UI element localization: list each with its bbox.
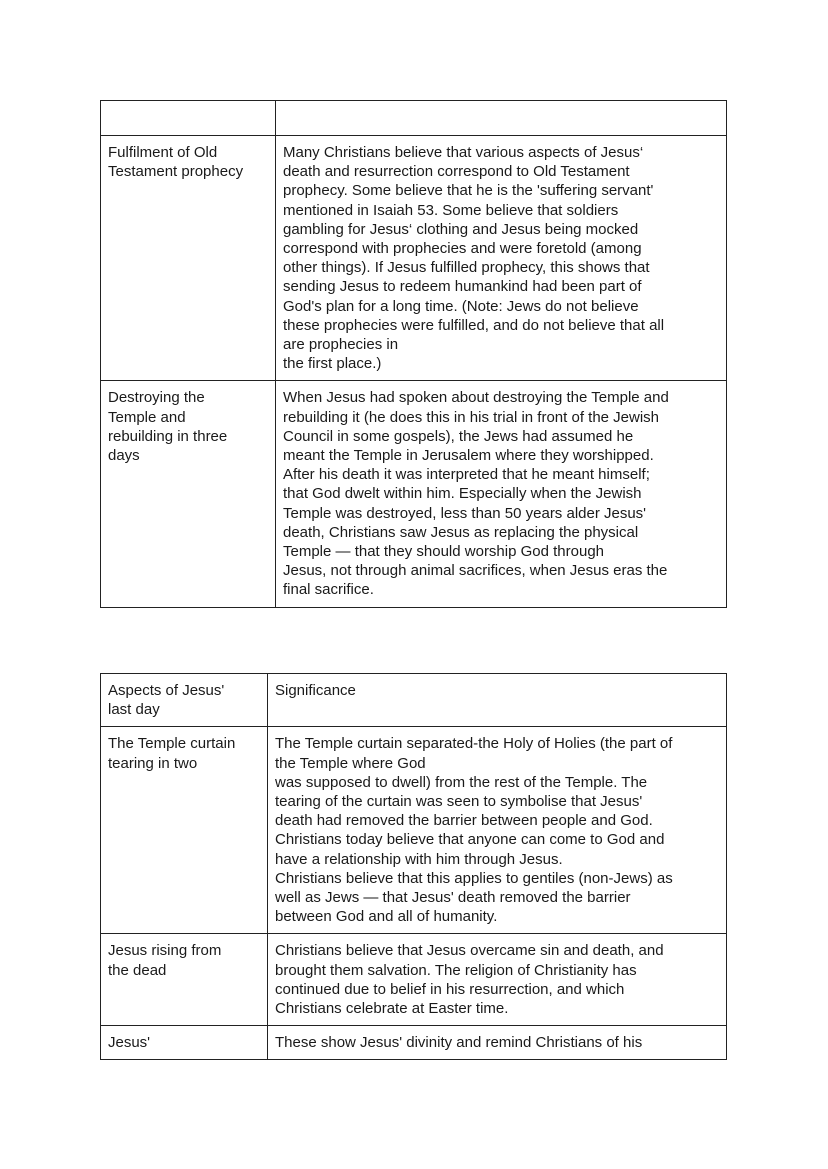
table-cell-description: When Jesus had spoken about destroying the Temple and rebuilding it (he does this in his trial in front of the Jewish Council in some gospels), the Jews had assumed he meant the Temple in Jerusalem where they worshipped. After his death it was interpreted that he meant himself; that God dwelt within him. Especially when the Jewish Temple was destroyed, less than 50 years alder Jesus' death, Christians saw Jesus as replacing the physical Temple — that they should worship God through Jesus, not through animal sacrifices, when Jesus eras the final sacrifice. [276,381,727,607]
column-header-significance: Significance [268,674,727,727]
table-cell-term: Destroying the Temple and rebuilding in three days [101,381,276,607]
table-cell-term: The Temple curtain tearing in two [101,727,268,934]
prophecy-table [100,100,727,608]
table-row [101,101,727,136]
table-row [101,934,727,1026]
table-cell-description: Many Christians believe that various aspects of Jesus‘ death and resurrection correspond to Old Testament prophecy. Some believe that he is the 'suffering servant' mentioned in Isaiah 53. Some believe that soldiers gambling for Jesus‘ clothing and Jesus being mocked correspond with prophecies and were foretold (among other things). If Jesus fulfilled prophecy, this shows that sending Jesus to redeem humankind had been part of God's plan for a long time. (Note: Jews do not believe these prophecies were fulfilled, and do not believe that all are prophecies in the first place.) [276,136,727,381]
table-cell-term [101,101,276,136]
table-row [101,1026,727,1060]
table-cell-term: Jesus rising from the dead [101,934,268,1026]
table-row [101,381,727,607]
table-row [101,136,727,381]
last-day-table [100,673,727,1060]
table-cell-term: Jesus' [101,1026,268,1060]
table-cell-description [276,101,727,136]
column-header-aspect: Aspects of Jesus' last day [101,674,268,727]
table-row [101,727,727,934]
table-header-row [101,674,727,727]
table-cell-description: The Temple curtain separated-the Holy of Holies (the part of the Temple where God was supposed to dwell) from the rest of the Temple. The tearing of the curtain was seen to symbolise that Jesus' death had removed the barrier between people and God. Christians today believe that anyone can come to God and have a relationship with him through Jesus. Christians believe that this applies to gentiles (non-Jews) as well as Jews — that Jesus' death removed the barrier between God and all of humanity. [268,727,727,934]
table-cell-term: Fulfilment of Old Testament prophecy [101,136,276,381]
table-cell-description: These show Jesus' divinity and remind Christians of his [268,1026,727,1060]
table-cell-description: Christians believe that Jesus overcame sin and death, and brought them salvation. The religion of Christianity has continued due to belief in his resurrection, and which Christians celebrate at Easter time. [268,934,727,1026]
